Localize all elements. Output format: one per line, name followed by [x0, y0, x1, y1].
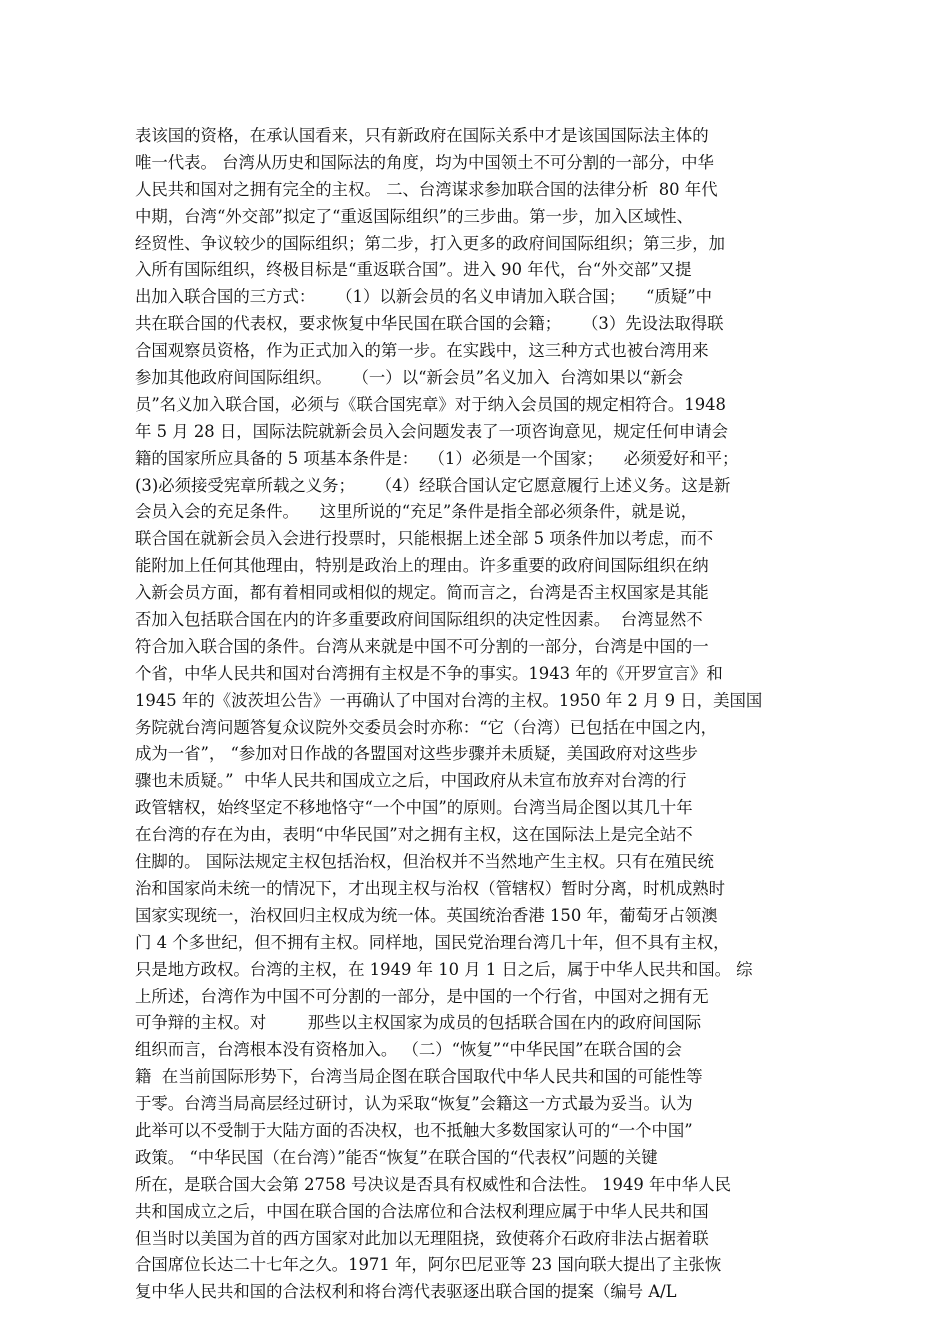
text-line: 所在，是联合国大会第 2758 号决议是否具有权威性和合法性。 1949 年中华人民: [135, 1174, 731, 1194]
text-line: 组织而言，台湾根本没有资格加入。 （二）“恢复”“中华民国”在联合国的会: [135, 1040, 682, 1060]
text-line: 务院就台湾问题答复众议院外交委员会时亦称：“它（台湾）已包括在中国之内，: [135, 717, 718, 737]
text-line: 中期，台湾“外交部”拟定了“重返国际组织”的三步曲。第一步，加入区域性、: [135, 206, 694, 226]
text-line: 员”名义加入联合国，必须与《联合国宪章》对于纳入会员国的规定相符合。1948: [135, 394, 726, 414]
text-line: 共和国成立之后，中国在联合国的合法席位和合法权利理应属于中华人民共和国: [135, 1201, 709, 1221]
text-line: 上所述，台湾作为中国不可分割的一部分，是中国的一个行省，中国对之拥有无: [135, 986, 709, 1006]
text-line: 符合加入联合国的条件。台湾从来就是中国不可分割的一部分，台湾是中国的一: [135, 636, 709, 656]
text-line: 只是地方政权。台湾的主权，在 1949 年 10 月 1 日之后，属于中华人民共和国。 综: [135, 959, 753, 979]
text-line: 合国席位长达二十七年之久。1971 年，阿尔巴尼亚等 23 国向联大提出了主张恢: [135, 1255, 722, 1275]
text-line: 政管辖权，始终坚定不移地恪守“一个中国”的原则。台湾当局企图以其几十年: [135, 798, 693, 818]
text-line: 入新会员方面，都有着相同或相似的规定。简而言之，台湾是否主权国家是其能: [135, 583, 709, 603]
document-body-text: [135, 123, 815, 1306]
text-line: 但当时以美国为首的西方国家对此加以无理阻挠，致使蒋介石政府非法占据着联: [135, 1228, 709, 1248]
text-line: 能附加上任何其他理由，特别是政治上的理由。许多重要的政府间国际组织在纳: [135, 556, 709, 576]
text-line: 籍的国家所应具备的 5 项基本条件是： （1）必须是一个国家； 必须爱好和平；: [135, 448, 739, 468]
text-line: 入所有国际组织，终极目标是“重返联合国”。进入 90 年代，台“外交部”又提: [135, 260, 692, 280]
text-line: 共在联合国的代表权，要求恢复中华民国在联合国的会籍； （3）先设法取得联: [135, 314, 724, 334]
text-line: (3)必须接受宪章所载之义务； （4）经联合国认定它愿意履行上述义务。这是新: [135, 475, 731, 495]
text-line: 于零。台湾当局高层经过研讨，认为采取“恢复”会籍这一方式最为妥当。认为: [135, 1094, 693, 1114]
text-line: 表该国的资格，在承认国看来，只有新政府在国际关系中才是该国国际法主体的: [135, 126, 709, 145]
text-line: 此举可以不受制于大陆方面的否决权，也不抵触大多数国家认可的“一个中国”: [135, 1120, 693, 1140]
text-line: 门 4 个多世纪，但不拥有主权。同样地，国民党治理台湾几十年，但不具有主权，: [135, 932, 730, 952]
text-line: 否加入包括联合国在内的许多重要政府间国际组织的决定性因素。 台湾显然不: [135, 610, 703, 630]
text-line: 1945 年的《波茨坦公告》一再确认了中国对台湾的主权。1950 年 2 月 9 日，美国国: [135, 690, 763, 710]
text-line: 出加入联合国的三方式： （1）以新会员的名义申请加入联合国； “质疑”中: [135, 287, 712, 307]
text-line: 骤也未质疑。” 中华人民共和国成立之后，中国政府从未宣布放弃对台湾的行: [135, 771, 687, 791]
text-line: 复中华人民共和国的合法权利和将台湾代表驱逐出联合国的提案（编号 A/L: [135, 1282, 677, 1302]
text-line: 联合国在就新会员入会进行投票时，只能根据上述全部 5 项条件加以考虑，而不: [135, 529, 714, 549]
text-line: 唯一代表。 台湾从历史和国际法的角度，均为中国领土不可分割的一部分，中华: [135, 152, 714, 172]
text-line: 政策。 “中华民国（在台湾）”能否“恢复”在联合国的“代表权”问题的关键: [135, 1147, 658, 1167]
text-line: 治和国家尚未统一的情况下，才出现主权与治权（管辖权）暂时分离，时机成熟时: [135, 878, 726, 898]
text-line: 个省，中华人民共和国对台湾拥有主权是不争的事实。1943 年的《开罗宣言》和: [135, 663, 723, 683]
text-line: 成为一省”， “参加对日作战的各盟国对这些步骤并未质疑，美国政府对这些步: [135, 744, 698, 764]
text-line: 会员入会的充足条件。 这里所说的“充足”条件是指全部必须条件，就是说，: [135, 502, 698, 522]
text-line: 可争辩的主权。对 那些以主权国家为成员的包括联合国在内的政府间国际: [135, 1013, 702, 1033]
text-line: 合国观察员资格，作为正式加入的第一步。在实践中，这三种方式也被台湾用来: [135, 341, 709, 361]
text-line: 在台湾的存在为由，表明“中华民国”对之拥有主权，这在国际法上是完全站不: [135, 825, 693, 845]
text-line: 籍 在当前国际形势下，台湾当局企图在联合国取代中华人民共和国的可能性等: [135, 1067, 703, 1087]
text-line: 经贸性、争议较少的国际组织；第二步，打入更多的政府间国际组织；第三步，加: [135, 233, 726, 253]
text-line: 年 5 月 28 日，国际法院就新会员入会问题发表了一项咨询意见，规定任何申请会: [135, 421, 729, 441]
text-line: 住脚的。 国际法规定主权包括治权，但治权并不当然地产生主权。只有在殖民统: [135, 852, 714, 872]
text-line: 国家实现统一，治权回归主权成为统一体。英国统治香港 150 年，葡萄牙占领澳: [135, 905, 718, 925]
text-line: 人民共和国对之拥有完全的主权。 二、台湾谋求参加联合国的法律分析 80 年代: [135, 179, 718, 199]
text-line: 参加其他政府间国际组织。 （一）以“新会员”名义加入 台湾如果以“新会: [135, 368, 684, 388]
